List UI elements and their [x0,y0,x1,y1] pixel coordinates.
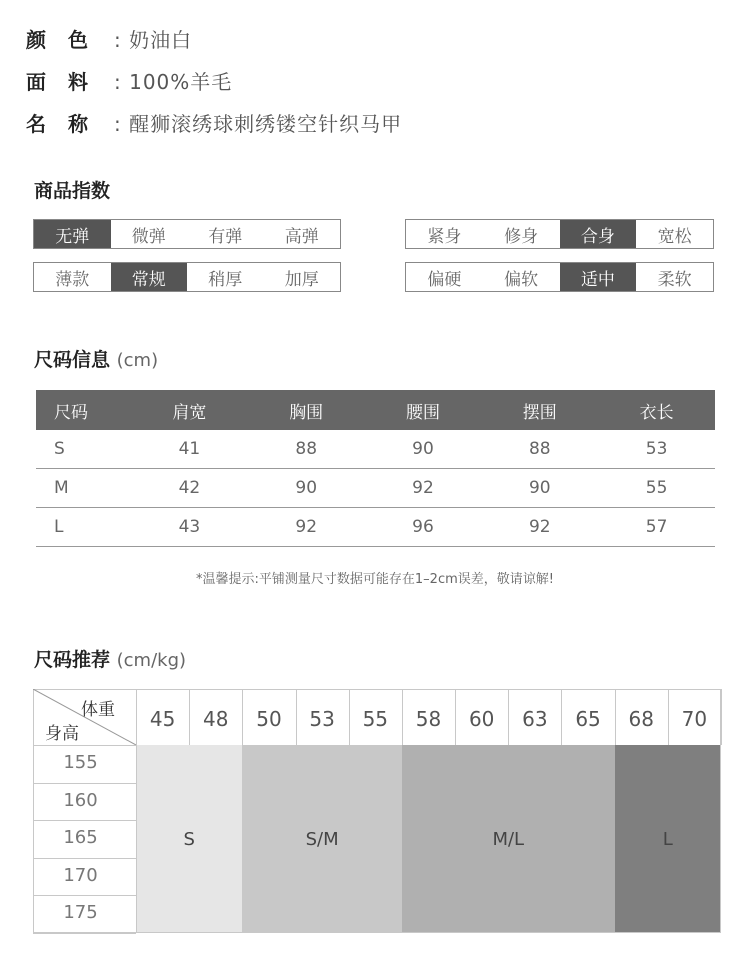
info-fabric [26,66,232,95]
weight-label: 60 [468,707,495,731]
size-table [36,390,715,547]
table-cell: 92 [365,469,482,508]
size-zone: S [136,745,242,933]
index-option: 修身 [504,226,539,247]
table-cell: 90 [481,469,598,508]
table-cell: 90 [365,430,482,469]
table-row [36,508,715,547]
index-option: 偏硬 [427,269,462,290]
size-table-header-cell: 尺码 [36,390,131,430]
weight-axis-label: 体重 [81,700,115,720]
fit-selector [405,219,714,249]
table-row [36,430,715,469]
table-cell: 92 [248,508,365,547]
size-table-body [36,430,715,547]
table-cell: L [36,508,131,547]
info-fabric-sep: : [114,70,122,94]
grid-line [136,689,137,933]
info-name-key: 名 称 [26,112,89,136]
table-cell: 55 [598,469,715,508]
size-info-title-text: 尺码信息 [34,349,111,371]
index-option: 柔软 [657,269,692,290]
height-label: 165 [63,827,98,849]
info-name-value: 醒狮滚绣球刺绣镂空针织马甲 [129,112,403,136]
grid-line [33,745,136,746]
info-color-sep: : [114,28,122,52]
height-label: 155 [63,752,98,773]
table-cell: 41 [131,430,248,469]
table-cell: 42 [131,469,248,508]
index-option: 高弹 [284,226,319,247]
weight-label: 65 [575,707,601,731]
measurement-note: *温馨提示:平铺测量尺寸数据可能存在1–2cm误差，敬请谅解! [196,572,554,587]
height-label: 170 [63,864,98,886]
recommend-unit: (cm/kg) [116,650,187,671]
weight-label: 53 [309,707,335,731]
size-table-header-cell: 衣长 [598,390,715,430]
size-table-header-cell: 摆围 [481,390,598,430]
thickness-selector [33,262,341,292]
index-option: 宽松 [657,226,692,247]
size-table-header [36,390,715,430]
index-option: 有弹 [208,226,243,247]
elasticity-selector [33,219,341,249]
index-option: 无弹 [34,220,111,248]
softness-selector [405,262,714,292]
index-option: 稍厚 [208,269,243,290]
index-option: 偏软 [504,269,539,290]
weight-label: 63 [522,707,548,731]
table-cell: 96 [365,508,482,547]
weight-label: 68 [628,707,654,731]
table-cell: 53 [598,430,715,469]
table-cell: 90 [248,469,365,508]
grid-line [33,783,136,784]
size-zone: L [615,745,721,933]
size-recommend-chart [33,689,721,933]
size-info-title [34,345,158,372]
table-cell: 88 [248,430,365,469]
index-title: 商品指数 [34,180,111,202]
size-table-header-cell: 腰围 [365,390,482,430]
index-option: 紧身 [427,226,462,247]
weight-label: 48 [203,707,229,731]
size-zone: S/M [242,745,402,933]
grid-line [721,689,722,745]
table-cell: S [36,430,131,469]
grid-line [33,858,136,859]
index-option: 加厚 [284,269,319,290]
index-option: 常规 [111,263,188,291]
recommend-title [34,645,186,672]
grid-line [33,820,136,821]
weight-label: 55 [362,707,389,731]
info-fabric-value: 100%羊毛 [129,70,233,94]
weight-label: 50 [256,707,282,731]
index-option: 合身 [560,220,637,248]
weight-label: 45 [149,707,176,731]
height-axis-label: 身高 [45,724,79,744]
recommend-title-text: 尺码推荐 [34,649,111,671]
index-option: 适中 [560,263,637,291]
info-fabric-key: 面 料 [26,70,89,94]
info-name [26,108,402,137]
grid-line [33,895,136,896]
table-row [36,469,715,508]
info-color [26,24,192,53]
info-name-sep: : [114,112,122,136]
table-cell: 57 [598,508,715,547]
info-color-key: 颜 色 [26,28,89,52]
index-option: 微弹 [131,226,166,247]
table-cell: 88 [481,430,598,469]
weight-label: 70 [681,707,708,731]
grid-line [33,933,136,934]
index-option: 薄款 [55,269,90,290]
height-label: 160 [63,789,98,811]
size-info-unit: (cm) [116,350,159,371]
size-zone: M/L [402,745,615,933]
height-label: 175 [63,902,98,924]
size-table-header-cell: 胸围 [248,390,365,430]
table-cell: M [36,469,131,508]
info-color-value: 奶油白 [129,28,193,52]
table-cell: 92 [481,508,598,547]
size-table-header-cell: 肩宽 [131,390,248,430]
table-cell: 43 [131,508,248,547]
weight-label: 58 [415,707,442,731]
